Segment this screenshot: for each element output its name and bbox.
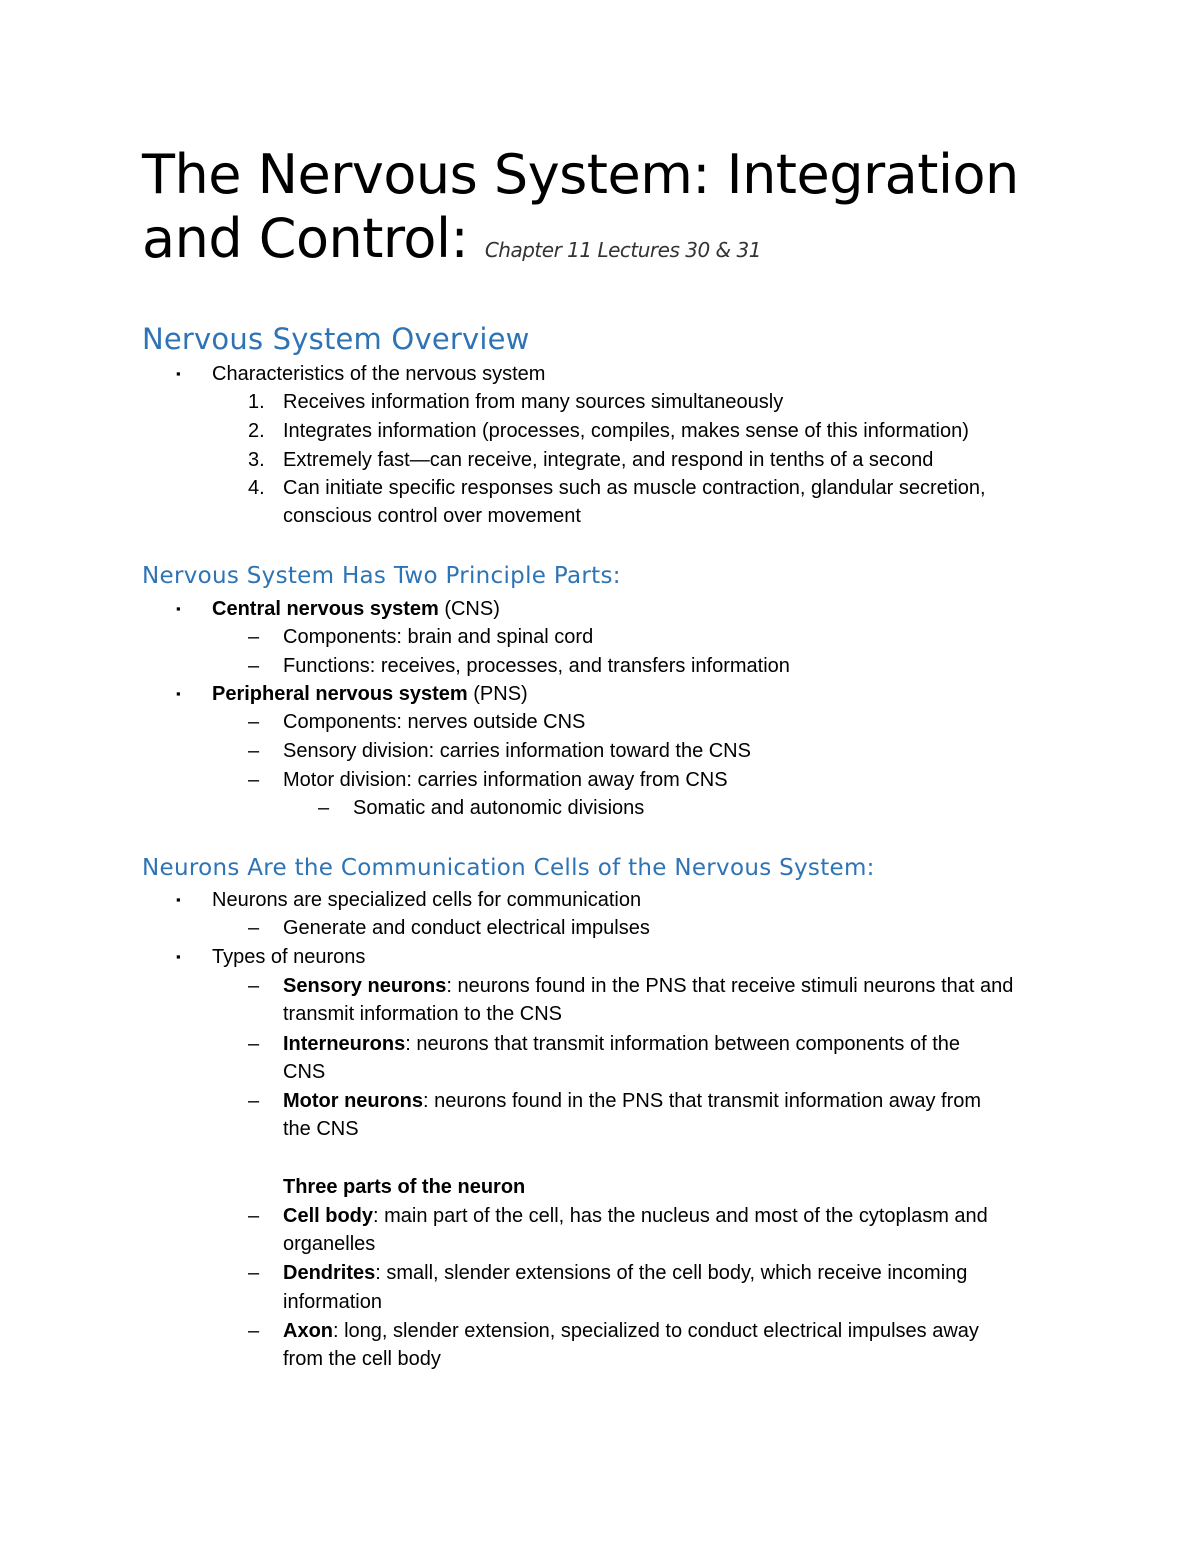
- list-number: 3.: [248, 449, 265, 471]
- definition: : main part of the cell, has the nucleus and most of the cytoplasm and: [373, 1205, 988, 1227]
- parts-heading: [283, 1173, 525, 1201]
- section3-bullet1: Neurons are specialized cells for communication: [212, 889, 642, 911]
- list-item: Motor division: carries information away from CNS: [283, 769, 728, 791]
- dash-icon: –: [248, 1262, 260, 1284]
- term: Motor neurons: [283, 1090, 423, 1112]
- list-item: Functions: receives, processes, and transfers information: [283, 655, 790, 677]
- term: Sensory neurons: [283, 975, 447, 997]
- dash-icon: –: [248, 740, 260, 762]
- section3-heading: Neurons Are the Communication Cells of the Nervous System:: [142, 855, 875, 881]
- list-item: Generate and conduct electrical impulses: [283, 917, 650, 939]
- parts-heading-text: Three parts of the neuron: [283, 1176, 526, 1198]
- bullet-icon: ▪: [176, 366, 181, 381]
- list-item-continued: transmit information to the CNS: [283, 1003, 562, 1025]
- pns-bullet: [212, 680, 528, 708]
- definition: : neurons that transmit information between components of the: [405, 1033, 961, 1055]
- list-item: [283, 1202, 988, 1230]
- cns-bullet: [212, 595, 500, 623]
- cns-term: Central nervous system: [212, 598, 439, 620]
- title-subtitle: Chapter 11 Lectures 30 & 31: [484, 238, 761, 262]
- list-item: Components: nerves outside CNS: [283, 711, 586, 733]
- list-item: [283, 1259, 967, 1287]
- dash-icon: –: [248, 626, 260, 648]
- section3-bullet2: Types of neurons: [212, 946, 366, 968]
- dash-icon: –: [248, 1320, 260, 1342]
- list-item-continued: CNS: [283, 1061, 326, 1083]
- list-item-continued: conscious control over movement: [283, 505, 581, 527]
- list-item: [283, 1317, 979, 1345]
- section1-heading: Nervous System Overview: [142, 322, 530, 356]
- pns-term: Peripheral nervous system: [212, 683, 468, 705]
- list-item: Receives information from many sources simultaneously: [283, 391, 784, 413]
- list-item: Sensory division: carries information toward the CNS: [283, 740, 751, 762]
- list-item: Can initiate specific responses such as muscle contraction, glandular secretion,: [283, 477, 986, 499]
- bullet-icon: ▪: [176, 892, 181, 907]
- term: Dendrites: [283, 1262, 376, 1284]
- dash-icon: –: [318, 797, 330, 819]
- dash-icon: –: [248, 917, 260, 939]
- dash-icon: –: [248, 769, 260, 791]
- list-item: [283, 1087, 981, 1115]
- dash-icon: –: [248, 655, 260, 677]
- pns-abbrev: (PNS): [467, 683, 528, 705]
- term: Interneurons: [283, 1033, 406, 1055]
- list-item: [283, 1030, 960, 1058]
- dash-icon: –: [248, 1205, 260, 1227]
- term: Axon: [283, 1320, 333, 1342]
- title-line-2: [142, 207, 761, 270]
- list-item: [283, 972, 1013, 1000]
- definition: : neurons found in the PNS that transmit information away from: [423, 1090, 982, 1112]
- dash-icon: –: [248, 975, 260, 997]
- dash-icon: –: [248, 711, 260, 733]
- term: Cell body: [283, 1205, 374, 1227]
- section2-heading: Nervous System Has Two Principle Parts:: [142, 563, 621, 589]
- bullet-icon: ▪: [176, 949, 181, 964]
- list-item-continued: organelles: [283, 1233, 376, 1255]
- list-item-continued: information: [283, 1291, 382, 1313]
- cns-abbrev: (CNS): [438, 598, 500, 620]
- title-line-1: The Nervous System: Integration: [142, 143, 1019, 206]
- bullet-icon: ▪: [176, 601, 181, 616]
- list-number: 2.: [248, 420, 265, 442]
- definition: : small, slender extensions of the cell body, which receive incoming: [375, 1262, 968, 1284]
- list-subitem: Somatic and autonomic divisions: [353, 797, 645, 819]
- section1-bullet1: Characteristics of the nervous system: [212, 363, 546, 385]
- bullet-icon: ▪: [176, 686, 181, 701]
- definition: : neurons found in the PNS that receive stimuli neurons that and: [446, 975, 1014, 997]
- list-item: Integrates information (processes, compiles, makes sense of this information): [283, 420, 969, 442]
- list-item-continued: the CNS: [283, 1118, 359, 1140]
- definition: : long, slender extension, specialized to conduct electrical impulses away: [333, 1320, 979, 1342]
- dash-icon: –: [248, 1090, 260, 1112]
- list-number: 1.: [248, 391, 265, 413]
- list-item: Components: brain and spinal cord: [283, 626, 594, 648]
- list-item-continued: from the cell body: [283, 1348, 441, 1370]
- list-item: Extremely fast—can receive, integrate, and respond in tenths of a second: [283, 449, 934, 471]
- list-number: 4.: [248, 477, 265, 499]
- title-text: and Control:: [142, 207, 469, 270]
- dash-icon: –: [248, 1033, 260, 1055]
